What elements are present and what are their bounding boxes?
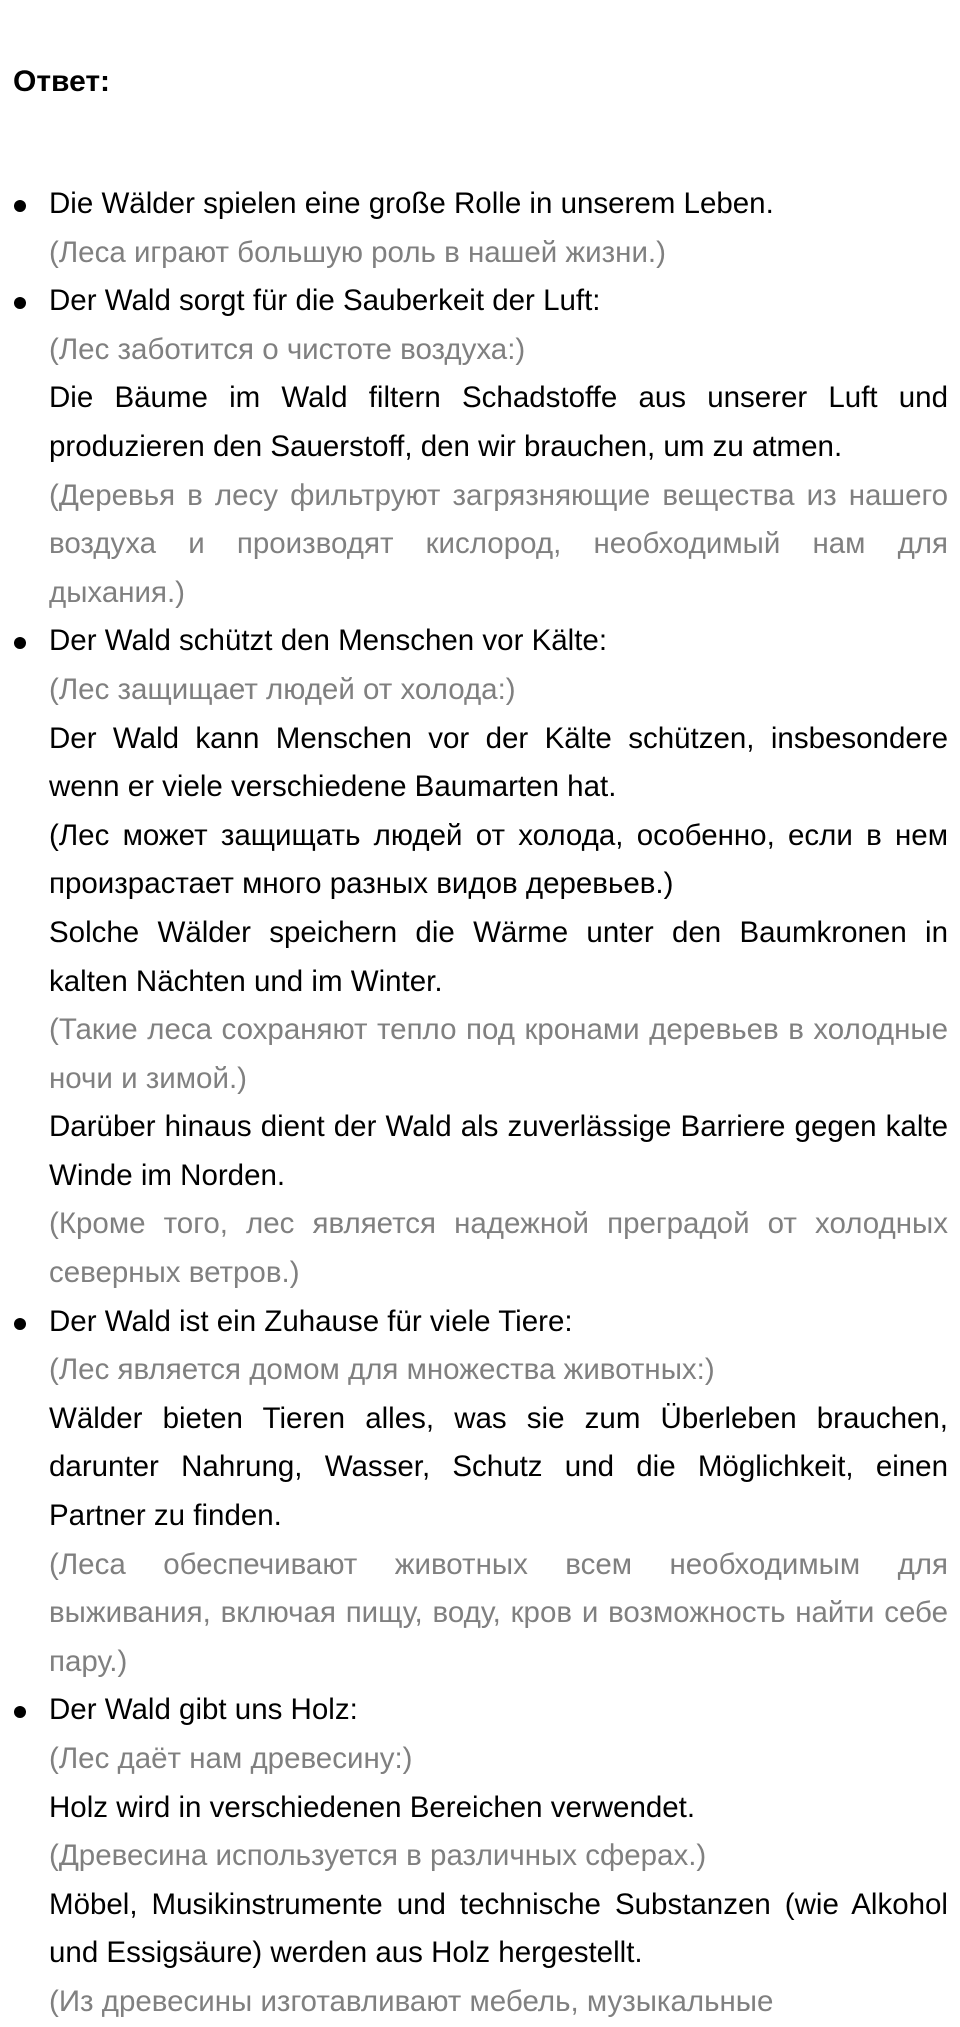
russian-translation: (Леса играют большую роль в нашей жизни.) bbox=[49, 235, 666, 269]
bullet-icon bbox=[14, 1318, 26, 1330]
answer-list bbox=[0, 180, 960, 2027]
german-sentence: Der Wald sorgt für die Sauberkeit der Luft: bbox=[49, 284, 601, 318]
bullet-icon bbox=[14, 1706, 26, 1718]
german-sentence: Möbel, Musikinstrumente und technische Substanzen (wie Alkohol und Essigsäure) werden aus Holz hergestellt. bbox=[49, 1887, 948, 1970]
bullet-icon bbox=[14, 200, 26, 212]
russian-translation: (Кроме того, лес является надежной преградой от холодных северных ветров.) bbox=[49, 1207, 948, 1290]
bullet-icon bbox=[14, 297, 26, 309]
german-sentence: Die Bäume im Wald filtern Schadstoffe aus unserer Luft und produzieren den Sauerstoff, den wir brauchen, um zu atmen. bbox=[49, 381, 948, 463]
german-sentence: Der Wald kann Menschen vor der Kälte schützen, insbesondere wenn er viele verschiedene Baumarten hat. bbox=[49, 721, 948, 804]
german-sentence: Der Wald gibt uns Holz: bbox=[49, 1693, 358, 1727]
answer-heading: Ответ: bbox=[13, 65, 111, 98]
list-item bbox=[0, 1298, 960, 1687]
russian-translation: (Леса обеспечивают животных всем необходимым для выживания, включая пищу, воду, кров и возможность найти себе пару.) bbox=[49, 1547, 948, 1678]
german-sentence: Der Wald ist ein Zuhause für viele Tiere: bbox=[49, 1304, 573, 1338]
german-sentence: Der Wald schützt den Menschen vor Kälte: bbox=[49, 624, 608, 658]
german-sentence: Holz wird in verschiedenen Bereichen verwendet. bbox=[49, 1790, 696, 1824]
german-sentence: Die Wälder spielen eine große Rolle in unserem Leben. bbox=[49, 187, 774, 220]
german-sentence: Solche Wälder speichern die Wärme unter den Baumkronen in kalten Nächten und im Winter. bbox=[49, 915, 948, 998]
russian-translation: (Деревья в лесу фильтруют загрязняющие вещества из нашего воздуха и производят кислород, необходимый нам для дыхания.) bbox=[49, 478, 948, 609]
russian-translation: (Лес является домом для множества животных:) bbox=[49, 1353, 715, 1387]
russian-translation: (Древесина используется в различных сферах.) bbox=[49, 1839, 707, 1873]
russian-translation: (Лес даёт нам древесину:) bbox=[49, 1742, 413, 1775]
german-sentence: Wälder bieten Tieren alles, was sie zum Überleben brauchen, darunter Nahrung, Wasser, Schutz und die Möglichkeit, einen Partner zu finden. bbox=[49, 1401, 948, 1533]
list-item bbox=[0, 180, 960, 277]
german-sentence: Darüber hinaus dient der Wald als zuverlässige Barriere gegen kalte Winde im Norden. bbox=[49, 1110, 948, 1192]
russian-translation: (Такие леса сохраняют тепло под кронами деревьев в холодные ночи и зимой.) bbox=[49, 1013, 948, 1095]
bullet-icon bbox=[14, 637, 26, 649]
russian-translation: (Лес заботится о чистоте воздуха:) bbox=[49, 332, 526, 366]
russian-translation: (Из древесины изготавливают мебель, музыкальные bbox=[49, 1984, 774, 2018]
russian-translation: (Лес защищает людей от холода:) bbox=[49, 672, 516, 706]
list-item bbox=[0, 1686, 960, 2026]
list-item bbox=[0, 277, 960, 617]
list-item bbox=[0, 617, 960, 1297]
russian-translation: (Лес может защищать людей от холода, особенно, если в нем произрастает много разных видов деревьев.) bbox=[49, 818, 948, 901]
